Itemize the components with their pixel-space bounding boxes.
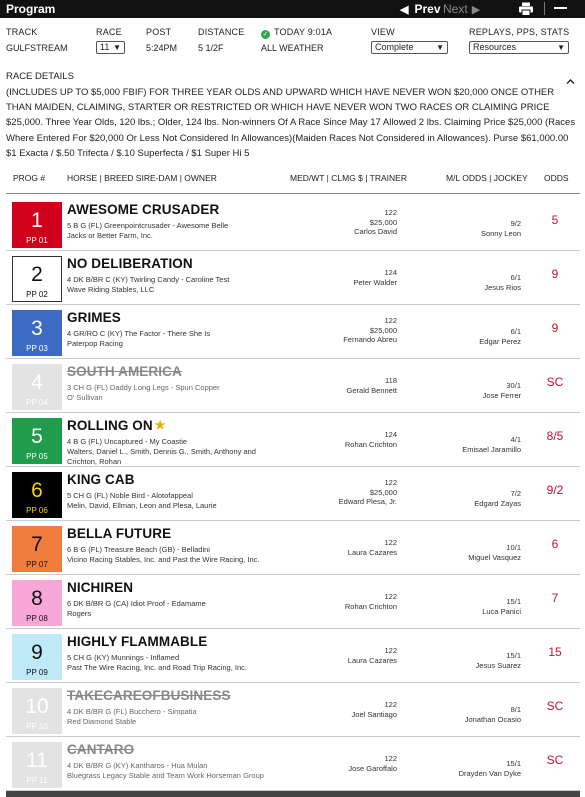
trainer: Laura Cazares <box>347 655 397 665</box>
claiming-price: $25,000 <box>369 217 397 227</box>
table-row[interactable] <box>0 359 585 413</box>
weight-claiming-trainer <box>348 646 397 665</box>
header-divider <box>6 193 580 194</box>
program-number: 8 <box>31 587 43 610</box>
horse-name-link[interactable] <box>67 256 193 271</box>
weight-claiming-trainer <box>348 538 397 557</box>
top-bar <box>0 0 585 18</box>
jockey: Jesus Rios <box>484 282 521 292</box>
breed-owner <box>67 761 267 781</box>
jockey: Drayden Van Dyke <box>458 768 521 778</box>
horse-name-link[interactable] <box>67 742 134 757</box>
trainer: Rohan Crichton <box>344 439 397 449</box>
post-position: PP 04 <box>26 398 48 407</box>
post-position: PP 02 <box>26 290 48 299</box>
distance-label: DISTANCE <box>198 27 245 37</box>
owner: Bluegrass Legacy Stable and Team Work Horseman Group <box>67 770 264 780</box>
owner: Red Diamond Stable <box>67 716 137 726</box>
horse-name-link[interactable] <box>67 526 171 541</box>
live-odds: SC <box>546 699 564 713</box>
post-position: PP 03 <box>26 344 48 353</box>
jockey: Sonny Leon <box>480 228 521 238</box>
breed-sire-dam: 5 B G (FL) Greenpointcrusader - Awesome Belle <box>67 221 229 230</box>
morning-line-odds: 30/1 <box>506 381 521 390</box>
breed-sire-dam: 4 DK B/BR C (KY) Twirling Candy - Caroline Test <box>67 275 230 284</box>
horse-name: BELLA FUTURE <box>67 526 172 541</box>
program-number: 2 <box>31 263 43 286</box>
morning-line-odds: 15/1 <box>506 651 521 660</box>
morning-line-jockey <box>484 273 521 292</box>
weight: 122 <box>384 646 397 655</box>
today-label <box>261 27 332 39</box>
post-position: PP 09 <box>26 668 48 677</box>
weight: 122 <box>384 754 397 763</box>
owner: Rogers <box>67 608 92 618</box>
resources-select-value: Resources <box>473 42 517 52</box>
morning-line-jockey <box>481 219 521 238</box>
breed-sire-dam: 6 B G (FL) Treasure Beach (GB) - Belladini <box>67 545 210 554</box>
program-number-badge <box>12 418 62 464</box>
trainer: Joel Santiago <box>351 709 397 719</box>
breed-owner <box>67 707 267 727</box>
print-icon[interactable] <box>517 2 535 16</box>
trainer: Jose Garoffalo <box>348 763 397 773</box>
live-odds: 7 <box>551 591 559 605</box>
weight-claiming-trainer <box>343 316 397 345</box>
table-row[interactable] <box>0 251 585 305</box>
jockey: Edgard Zayas <box>474 498 521 508</box>
horse-name: AWESOME CRUSADER <box>67 202 220 217</box>
table-row[interactable] <box>0 197 585 251</box>
owner: Jacks or Better Farm, Inc. <box>67 230 153 240</box>
morning-line-jockey <box>483 381 521 400</box>
view-select-value: Complete <box>375 42 414 52</box>
next-button[interactable] <box>443 2 480 16</box>
resources-select[interactable] <box>469 41 569 54</box>
today-text: TODAY 9:01A <box>274 27 333 37</box>
header-med: MED/WT | CLMG $ | TRAINER <box>290 173 407 183</box>
divider <box>544 2 545 15</box>
morning-line-odds: 15/1 <box>506 759 521 768</box>
breed-owner <box>67 221 267 241</box>
table-row[interactable] <box>0 737 585 791</box>
live-odds: SC <box>546 753 564 767</box>
program-number: 10 <box>25 695 49 718</box>
program-number: 3 <box>31 317 43 340</box>
morning-line-odds: 7/2 <box>510 489 521 498</box>
program-number-badge <box>12 580 62 626</box>
program-number: 11 <box>26 749 48 772</box>
program-number-badge <box>12 526 62 572</box>
morning-line-jockey <box>465 705 521 724</box>
table-row[interactable] <box>0 521 585 575</box>
header-odds: ODDS <box>544 173 569 183</box>
breed-owner <box>67 275 267 295</box>
program-number-badge <box>12 364 62 410</box>
weight: 124 <box>384 268 397 277</box>
check-circle-icon: ✓ <box>262 31 269 38</box>
table-row[interactable] <box>0 467 585 521</box>
live-odds: 8/5 <box>546 429 564 443</box>
header-horse: HORSE | BREED SIRE-DAM | OWNER <box>67 173 217 183</box>
program-number: 4 <box>31 371 43 394</box>
weight: 124 <box>384 430 397 439</box>
post-position: PP 11 <box>26 776 48 785</box>
trainer: Peter Walder <box>353 277 397 287</box>
post-position: PP 07 <box>26 560 48 569</box>
horse-name: NO DELIBERATION <box>67 256 193 271</box>
morning-line-odds: 15/1 <box>506 597 521 606</box>
weight-claiming-trainer <box>348 754 397 773</box>
jockey: Jonathan Ocasio <box>464 714 521 724</box>
header-ml: M/L ODDS | JOCKEY <box>446 173 528 183</box>
chevron-down-icon: ▼ <box>436 43 444 52</box>
program-number: 9 <box>31 641 43 664</box>
weight: 122 <box>384 208 397 217</box>
minimize-icon[interactable] <box>554 7 567 9</box>
horse-name-link[interactable] <box>67 688 231 703</box>
star-icon: ★ <box>154 418 166 432</box>
live-odds: 9/2 <box>546 483 564 497</box>
morning-line-jockey <box>468 543 521 562</box>
trainer: Laura Cazares <box>347 547 397 557</box>
claiming-price: $25,000 <box>369 487 397 497</box>
breed-sire-dam: 6 DK B/BR G (CA) Idiot Proof - Edamame <box>67 599 206 608</box>
track-value: GULFSTREAM <box>6 43 68 53</box>
program-number-badge <box>12 634 62 680</box>
morning-line-odds: 4/1 <box>510 435 521 444</box>
program-number: 1 <box>31 209 43 232</box>
header-prog: PROG # <box>13 173 46 183</box>
horse-name: KING CAB <box>67 472 135 487</box>
race-details-title: RACE DETAILS <box>6 71 74 82</box>
morning-line-jockey <box>474 489 521 508</box>
breed-owner <box>67 491 267 511</box>
morning-line-jockey <box>482 597 521 616</box>
weight: 122 <box>384 478 397 487</box>
live-odds: 15 <box>548 645 562 659</box>
replays-label: REPLAYS, PPS, STATS <box>469 27 570 37</box>
program-number: 5 <box>31 425 43 448</box>
distance-value: 5 1/2F <box>198 43 224 53</box>
breed-owner <box>67 599 267 619</box>
morning-line-jockey <box>479 327 521 346</box>
chevron-up-icon[interactable] <box>566 73 575 82</box>
claiming-price: $25,000 <box>369 325 397 335</box>
weight-claiming-trainer <box>352 700 397 719</box>
owner: Walters, Daniel L., Smith, Dennis G., Smith, Anthony and Crichton, Rohan <box>67 446 256 466</box>
morning-line-odds: 8/1 <box>510 705 521 714</box>
trainer: Gerald Bennett <box>346 385 397 395</box>
live-odds: 9 <box>551 321 559 335</box>
breed-owner <box>67 383 267 403</box>
race-label: RACE <box>96 27 122 37</box>
breed-owner <box>67 437 267 466</box>
horse-name-link[interactable] <box>67 472 135 487</box>
owner: Wave Riding Stables, LLC <box>67 284 155 294</box>
live-odds: 9 <box>551 267 559 281</box>
view-select[interactable] <box>371 41 448 54</box>
program-number-badge <box>12 202 62 248</box>
owner: Melin, David, Ellman, Leon and Plesa, Laurie <box>67 500 217 510</box>
jockey: Jesus Suarez <box>475 660 521 670</box>
morning-line-jockey <box>462 435 521 454</box>
horse-name: GRIMES <box>67 310 121 325</box>
prev-label: Prev <box>414 2 441 16</box>
bottom-bar <box>6 791 580 797</box>
program-number: 6 <box>31 479 43 502</box>
post-position: PP 06 <box>26 506 48 515</box>
trainer: Edward Plesa, Jr. <box>338 497 397 507</box>
horse-name: TAKECAREOFBUSINESS <box>67 688 231 703</box>
post-value: 5:24PM <box>146 43 178 53</box>
owner: Past The Wire Racing, Inc. and Road Trip Racing, Inc. <box>67 662 247 672</box>
table-row[interactable] <box>0 683 585 737</box>
breed-sire-dam: 4 GR/RO C (KY) The Factor - There She Is <box>67 329 211 338</box>
morning-line-odds: 6/1 <box>510 327 521 336</box>
weight-claiming-trainer <box>354 208 397 237</box>
horse-name: ROLLING ON <box>67 418 153 433</box>
weight: 118 <box>385 376 397 385</box>
owner: O' Sullivan <box>67 392 103 402</box>
post-position: PP 08 <box>26 614 48 623</box>
jockey: Luca Panici <box>482 606 521 616</box>
trainer: Carlos David <box>354 227 397 237</box>
chevron-down-icon: ▼ <box>113 43 121 52</box>
table-row[interactable] <box>0 629 585 683</box>
next-label: Next <box>443 2 468 16</box>
trainer: Fernando Abreu <box>343 335 397 345</box>
breed-sire-dam: 5 CH G (KY) Munnings - Inflamed <box>67 653 180 662</box>
morning-line-jockey <box>476 651 521 670</box>
surface-value: ALL WEATHER <box>261 43 324 53</box>
breed-owner <box>67 545 267 565</box>
owner: Vicino Racing Stables, Inc. and Past the Wire Racing, Inc. <box>67 554 260 564</box>
post-position: PP 05 <box>26 452 48 461</box>
post-position: PP 01 <box>26 236 48 245</box>
horse-name-link[interactable] <box>67 418 166 433</box>
race-details-text: (INCLUDES UP TO $5,000 FBIF) FOR THREE YEAR OLDS AND UPWARD WHICH HAVE NEVER WON $20,000 ONCE OTHER THAN MAIDEN, CLAIMING, STARTER OR RESTRICTED OR WHICH HAVE NEVER WON TWO RACES OR CLAIMING PRICE $25,000. Three Year Olds, 120 lbs.; Older, 124 lbs. Non-winners Of A Race Since May 17 Allowed 2 lbs. Claiming Price $25,000 (Races Where Entered For $20,000 Or Less Not Considered In Allowances)(Maiden Races Not Considered in Allowances). Purse $61,000.00 $1 Exacta / $.50 Trifecta / $.10 Superfecta / $1 Super Hi 5 <box>6 87 576 159</box>
weight: 122 <box>384 316 397 325</box>
post-label: POST <box>146 27 172 37</box>
jockey: Miguel Vasquez <box>468 552 521 562</box>
program-number-badge <box>12 310 62 356</box>
horse-name: SOUTH AMERICA <box>67 364 182 379</box>
page-title: Program <box>6 2 56 16</box>
chevron-right-icon: ▶ <box>471 4 481 16</box>
program-number-badge <box>12 472 62 518</box>
program-number-badge <box>12 742 62 788</box>
jockey: Emisael Jaramillo <box>462 444 521 454</box>
horse-name-link[interactable] <box>67 634 207 649</box>
live-odds: 5 <box>551 213 559 227</box>
prev-button[interactable] <box>400 2 441 16</box>
breed-sire-dam: 5 CH G (FL) Noble Bird - Alotofappeal <box>67 491 193 500</box>
breed-sire-dam: 4 DK B/BR G (FL) Bucchero - Simpatia <box>67 707 197 716</box>
weight: 122 <box>384 700 397 709</box>
breed-owner <box>67 653 267 673</box>
weight-claiming-trainer <box>354 268 398 287</box>
live-odds: SC <box>546 375 564 389</box>
race-select[interactable] <box>96 41 125 54</box>
weight: 122 <box>384 538 397 547</box>
program-number-badge <box>12 256 62 302</box>
table-row[interactable] <box>0 413 585 467</box>
horse-name-link[interactable] <box>67 202 219 217</box>
morning-line-odds: 10/1 <box>506 543 521 552</box>
breed-sire-dam: 4 DK B/BR G (KY) Kantharos - Hua Mulan <box>67 761 208 770</box>
chevron-down-icon: ▼ <box>557 43 565 52</box>
horse-name: NICHIREN <box>67 580 134 595</box>
horse-name-link[interactable] <box>67 364 182 379</box>
weight-claiming-trainer <box>345 592 397 611</box>
breed-sire-dam: 3 CH G (FL) Daddy Long Legs - Spun Copper <box>67 383 220 392</box>
track-label: TRACK <box>6 27 38 37</box>
breed-owner <box>67 329 267 349</box>
morning-line-odds: 9/2 <box>510 219 521 228</box>
race-select-value: 11 <box>100 42 110 52</box>
weight-claiming-trainer <box>345 430 397 449</box>
race-info-bar <box>0 24 585 60</box>
post-position: PP 10 <box>26 722 48 731</box>
horse-name: CANTARO <box>67 742 135 757</box>
chevron-left-icon: ◀ <box>400 4 409 16</box>
horse-name-link[interactable] <box>67 310 121 325</box>
jockey: Edgar Perez <box>479 336 521 346</box>
view-label: VIEW <box>371 27 395 37</box>
morning-line-odds: 6/1 <box>510 273 521 282</box>
program-number-badge <box>12 688 62 734</box>
weight: 122 <box>384 592 397 601</box>
owner: Paterpop Racing <box>67 338 123 348</box>
trainer: Rohan Crichton <box>344 601 397 611</box>
program-number: 7 <box>31 533 43 556</box>
horse-name-link[interactable] <box>67 580 133 595</box>
weight-claiming-trainer <box>347 376 397 395</box>
horse-name: HIGHLY FLAMMABLE <box>67 634 208 649</box>
morning-line-jockey <box>459 759 521 778</box>
table-row[interactable] <box>0 575 585 629</box>
weight-claiming-trainer <box>339 478 397 507</box>
live-odds: 6 <box>551 537 559 551</box>
breed-sire-dam: 4 B G (FL) Uncaptured - My Coastie <box>67 437 188 446</box>
jockey: Jose Ferrer <box>482 390 521 400</box>
table-row[interactable] <box>0 305 585 359</box>
